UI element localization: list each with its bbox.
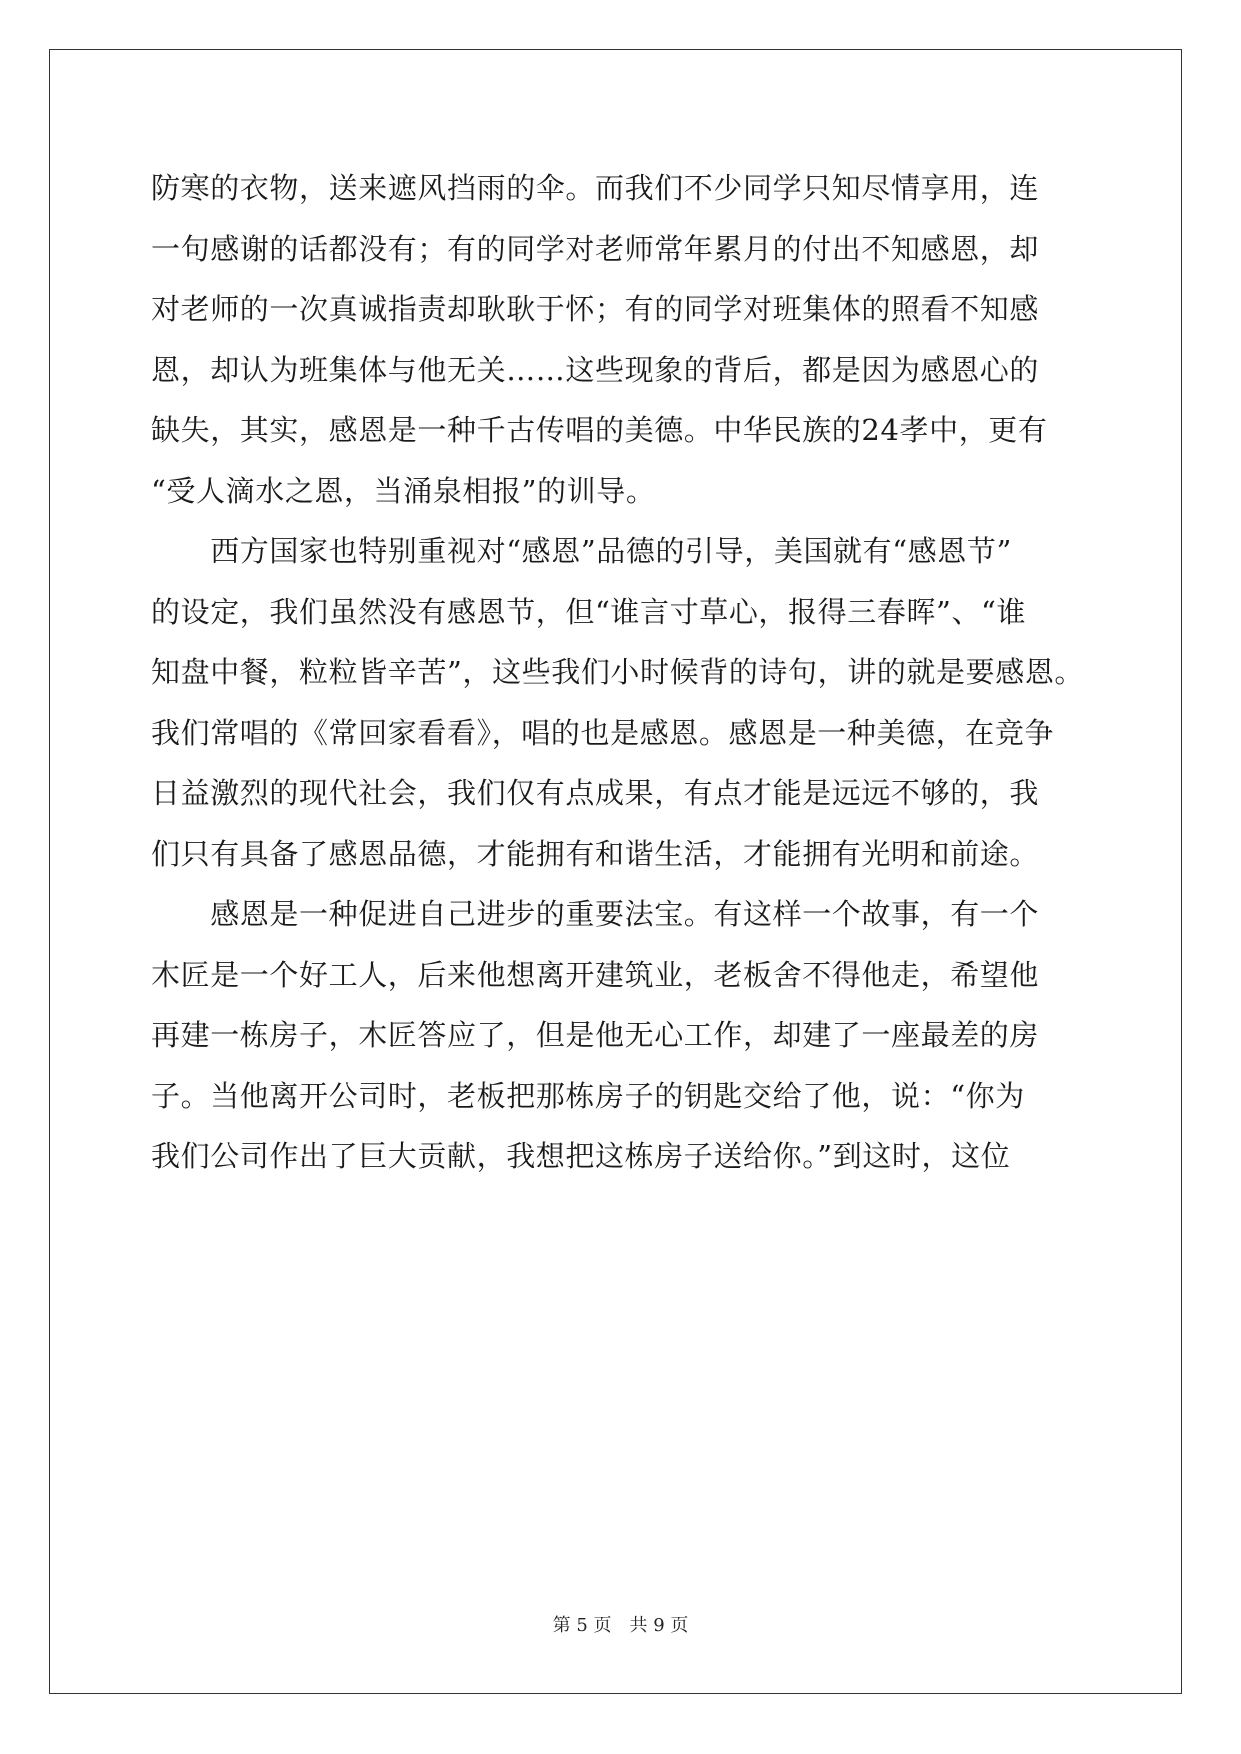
page-footer: 第 5 页 共 9 页 [552, 1615, 689, 1636]
text-line: 木匠是一个好工人，后来他想离开建筑业，老板舍不得他走，希望他 [151, 957, 1040, 992]
text-line: 西方国家也特别重视对“感恩”品德的引导，美国就有“感恩节” [151, 534, 1012, 568]
text-line: 我们公司作出了巨大贡献，我想把这栋房子送给你。”到这时，这位 [151, 1139, 1011, 1173]
text-line: 一句感谢的话都没有；有的同学对老师常年累月的付出不知感恩，却 [151, 231, 1040, 266]
text-line: 知盘中餐，粒粒皆辛苦”，这些我们小时候背的诗句，讲的就是要感恩。 [151, 655, 1085, 689]
text-line: 对老师的一次真诚指责却耿耿于怀；有的同学对班集体的照看不知感 [151, 292, 1040, 326]
text-line: 我们常唱的《常回家看看》，唱的也是感恩。感恩是一种美德，在竞争 [151, 715, 1055, 750]
text-line: “受人滴水之恩，当涌泉相报”的训导。 [151, 473, 656, 508]
document-body [151, 158, 1091, 1187]
text-line: 子。当他离开公司时，老板把那栋房子的钥匙交给了他，说：“你为 [151, 1078, 1025, 1113]
text-line: 防寒的衣物，送来遮风挡雨的伞。而我们不少同学只知尽情享用，连 [151, 171, 1040, 205]
text-line: 再建一栋房子，木匠答应了，但是他无心工作，却建了一座最差的房 [151, 1018, 1040, 1052]
text-line: 感恩是一种促进自己进步的重要法宝。有这样一个故事，有一个 [151, 897, 1040, 931]
text-line: 们只有具备了感恩品德，才能拥有和谐生活，才能拥有光明和前途。 [151, 836, 1040, 871]
text-line: 缺失，其实，感恩是一种千古传唱的美德。中华民族的24孝中，更有 [151, 413, 1048, 447]
text-line: 的设定，我们虽然没有感恩节，但“谁言寸草心，报得三春晖”、“谁 [151, 594, 1027, 629]
text-line: 恩，却认为班集体与他无关……这些现象的背后，都是因为感恩心的 [151, 352, 1040, 387]
text-line: 日益激烈的现代社会，我们仅有点成果，有点才能是远远不够的，我 [151, 776, 1040, 810]
